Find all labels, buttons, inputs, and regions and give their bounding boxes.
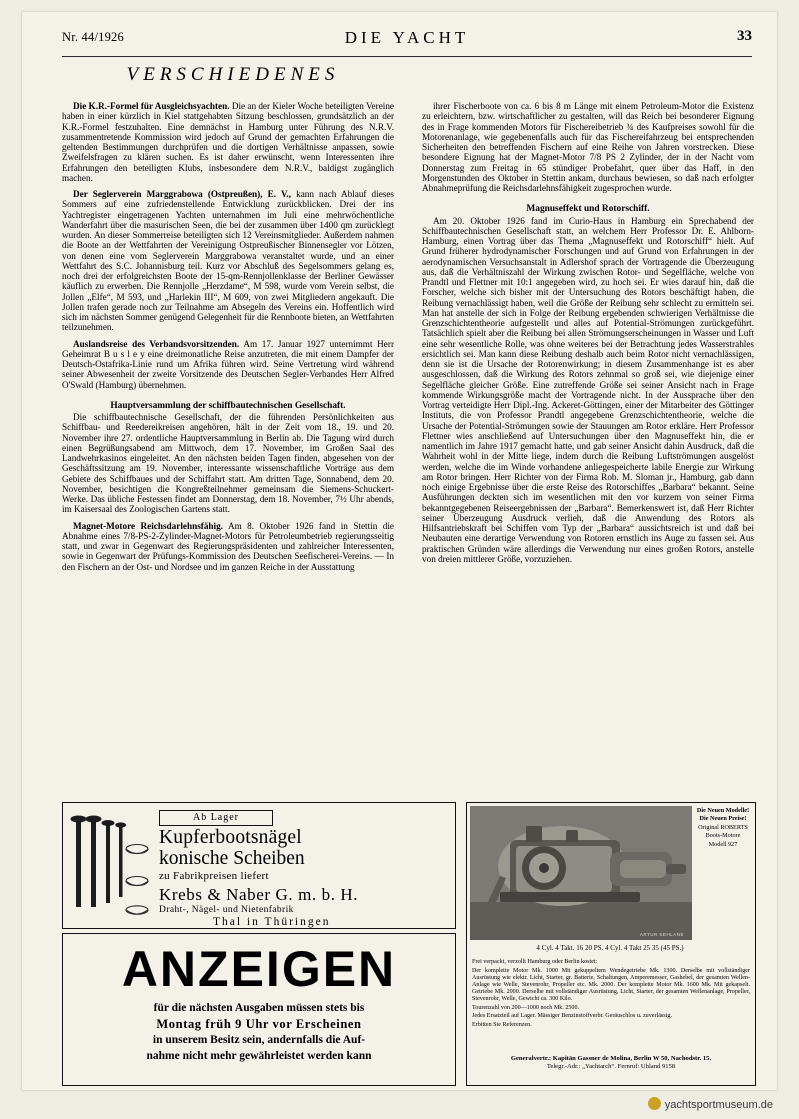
anzeigen-body (77, 1000, 441, 1064)
anzeigen-headline: ANZEIGEN (121, 941, 397, 997)
article-heading: Der Seglerverein Marggrabowa (Ostpreußen), E. V., (73, 189, 291, 199)
advertisement-zone (62, 802, 754, 1084)
motor-ad-body (472, 959, 750, 1030)
ab-lager-badge: Ab Lager (159, 810, 273, 826)
marine-engine-illustration (470, 806, 692, 940)
watermark-logo-icon (648, 1097, 661, 1110)
anzeigen-line3: in unserem Besitz sein, andernfalls die Auf- (152, 1034, 366, 1046)
motor-caption: 4 Cyl. 4 Takt. 16 20 PS. 4 Cyl. 4 Takt 25 35 (45 PS.) (536, 944, 684, 952)
general-representative (472, 1055, 750, 1071)
article-paragraph (62, 521, 394, 572)
ad-roberts-motor (466, 802, 756, 1086)
motor-photo (470, 806, 692, 940)
page-number: 33 (737, 28, 752, 44)
article-heading: Die K.R.-Formel für Ausgleichsyachten. (73, 101, 230, 111)
ad-nails-subtitle: Draht-, Nägel- und Nietenfabrik (159, 905, 294, 915)
general-rep-line2: Telegr.-Adr.: „Yachtarch“. Fernruf: Uhland 9158 (546, 1063, 676, 1070)
ad-nails-company: Krebs & Naber G. m. b. H. (159, 885, 359, 904)
anzeigen-line2: Montag früh 9 Uhr vor Erscheinen (156, 1017, 362, 1031)
page-sheet (22, 12, 777, 1090)
badge-line3: Original ROBERTS (698, 823, 748, 831)
motor-ad-line1: Frei verpackt, verzollt Hamburg oder Berlin kostet: (472, 959, 598, 965)
watermark (648, 1097, 773, 1111)
header-rule (62, 56, 752, 57)
article-paragraph (62, 101, 394, 183)
ad-nails-line3: zu Fabrikpreisen liefert (159, 870, 269, 882)
right-column (422, 96, 754, 565)
page-header (62, 30, 752, 52)
anzeigen-line1: für die nächsten Ausgaben müssen stets bis (153, 1002, 365, 1014)
left-column (62, 96, 394, 573)
article-heading: Hauptversammlung der schiffbautechnischen Gesellschaft. (110, 400, 346, 411)
article-paragraph (62, 189, 394, 333)
watermark-text: yachtsportmuseum.de (664, 1099, 773, 1111)
issue-number: Nr. 44/1926 (62, 30, 124, 44)
article-heading: Auslandsreise des Verbandsvorsitzenden. (73, 338, 240, 349)
article-body: ihrer Fischerboote von ca. 6 bis 8 m Länge mit einem Petroleum-Motor die Existenz zu erleichtern, bzw. wirtschaftlicher zu gestalten, will das Reich bei besonderer Eignung des in Frage kommenden Motors für Fischereibetrieb ¾ des Kaufpreises sowohl für die Motorenanlage, wie gegebenenfalls auch für das Fischereifahrzeug bei entsprechenden Sicherheiten den betreffenden Fischern auf eine Reihe von Jahren vorstrecken. Diese besondere Eignung hat der Magnet-Motor 7/8 PS 2 Zylinder, der in der Nacht vom Donnerstag zum Freitag in 65 stündiger Probefahrt, quer über das Haff, in den Morgenstunden des Oktober in Stettin ankam, durchaus bewiesen, so daß nach erfolgter Abnahmeprüfung die Reichsdarlehnsfähigkeit zugesprochen wurde. (422, 101, 754, 193)
article-body: Die schiffbautechnische Gesellschaft, der die führenden Persönlichkeiten aus Schiffbau- und Reedereikreisen angehören, hält in der Zeit vom 18., 19. und 20. November ihre 27. ordentliche Hauptversammlung in Berlin ab. Die Tagung wird durch einen Begrüßungsabend am Mittwoch, dem 17. November, im Großen Saal des Landwehrkasinos eingeleitet. An den nächsten beiden Tagen finden, abgesehen von der Geschäftssitzung am 19. November, interessante wissenschaftliche Vorträge aus dem Gebiete des Schiffbaues und der Schiffahrt statt. Am dritten Tage, Sonnabend, dem 20. November, besichtigen die Kongreßteilnehmer gemeinsam die Siemens-Schuckert-Werke. Das übliche Festessen findet am Donnerstag, dem 18. November, 7½ Uhr abends, im Kaisersaal des Zoologischen Gartens statt. (62, 412, 394, 515)
ad-nails-line2: konische Scheiben (159, 848, 305, 869)
badge-line5: Modell 927 (708, 840, 738, 848)
magazine-title: DIE YACHT (344, 28, 470, 47)
general-rep-line1: Generalvertr.: Kapitän Gassner de Molina, Berlin W 50, Nachodstr. 15. (510, 1055, 712, 1062)
badge-line2: Die Neuen Preise! (699, 815, 747, 823)
motor-ad-line2: Der komplette Motor Mk. 1000 Mit gekuppeltem Wendegetriebe Mk. 1300. Derselbe mit vollständiger Ausrüstung wie elektr. Licht, Starter, gr. Batterie, Schaltungen, Amperemesser, Gashebel, der gesamten Wellen-Anlage wie Welle, Stevenrohr, Propeller etc. Mk. 2000. Der komplette Motor Mk. 1600 Mk. Mit gekapselt. Getriebe Mk. 2000. Derselbe mit vollständiger Ausrüstung, Licht, Starter, der gesamten Wellenanlage, Propeller, Stevenrohr, Welle, Gewicht ca. 300 Kilo. (472, 967, 750, 1002)
motor-ad-line4: Jedes Ersatzteil auf Lager. Mässiger Benzinstoffverbr. Geräuschlos u. zuverlässig. (472, 1013, 672, 1020)
article-body: kann nach Ablauf dieses Sommers auf eine zufriedenstellende Entwicklung zurückblicken. Drei der ins Yachtregister eingetragenen Yachten unternahmen im Juli eine mehrwöchentliche Wanderfahrt über die masurischen Seen, die bei der zusammen über 1400 qm zurücklegt wurden. An dieser Sommerreise beteiligten sich 12 Vereinsmitglieder. Außerdem nahmen die Boote an der Wettfahrten der Vereinigung Ostpreußischer Binnensegler vor Lötzen, von denen eine vom Seglerverein Marggrabowa veranstaltet wurde, und an einer Wettfahrt des S.C. Johannisburg teil. Kurz vor Abschluß des Segelsommers gelang es, noch drei der erfolgreichsten Boote der 15-qm-Rennjollenklasse der Berliner Gewässer käuflich zu erwerben. Die Rennjolle „Herzdame“, M 598, wurde vom Verein selbst, die Jollen „Elfe“, M 593, und „Harlekin III“, M 609, von zwei Mitgliedern angekauft. Die Jollen trafen gerade noch zur Teilnahme am Absegeln des Vereins ein. Hoffentlich wird sich im nächsten Sommer genügend Gelegenheit für die Rennboote bieten, an Wettfahrten teilzunehmen. (62, 189, 395, 333)
ad-nails-location: Thal in Thüringen (213, 916, 331, 928)
motor-ad-line3: Tourenzahl von 200—1000 noch Mk. 2500. (472, 1004, 580, 1011)
article-body: Am 17. Januar 1927 unternimmt Herr Geheimrat B u s l e y eine dreimonatliche Reise anzutreten, die mit einem Dampfer der Deutsch-Ostafrika-Linie rund um Afrika führen wird. Seine Vertretung wird während seiner Abwesenheit der zweite Vorsitzende des Deutschen Segler-Verbandes Herr Alfred O'Swald (Hamburg) übernehmen. (62, 338, 394, 390)
article-body: Am 20. Oktober 1926 fand im Curio-Haus in Hamburg ein Sprechabend der Schiffbautechnischen Gesellschaft statt, an welchem Herr Professor Dr. E. Ahlborn-Hamburg, einen Vortrag über das Thema „Magnuseffekt und Rotorschiff“ hielt. Auf Grund früherer hydrodynamischer Forschungen und auf Grund von Erfahrungen in der aerodynamischen Versuchsanstalt in Adlershof sprach der Vortragende die Überzeugung aus, daß die Verhältniszahl der Wirkung zwischen Rotor- und Segelfläche, welche von Prandtl und Flettner mit 10:1 angegeben wird, zu hoch sei. Er wies darauf hin, daß die Forscher, welche sich bisher mit der Untersuchung des Rotors beschäftigt haben, die Reibung vernachlässigt haben, weil die Größe der Reibung sehr schlecht zu ermitteln sei. Man hat anstelle der sich in Folge der Reibung ergebenden schwierigen Verhältnisse die Grenzschichtentheorie aufgestellt und alles auf Potential-Strömungen zurückgeführt. Tatsächlich spielt aber die Reibung bei allen Strömungserscheinungen in Wasser und Luft eine sehr wesentliche Rolle, was ohne weiteres bei der Betrachtung jedes Wasserstrahles ersichtlich sei. Man kann diese Reibung deshalb auch beim Rotor nicht vernachlässigen, denn sie ist die Ursache der Rotorenwirkung; in diesem Zusammenhange ist es aber ausgeschlossen, daß die Wirkung des Rotors zehnmal so groß sei, wie diejenige einer Segelfläche gleicher Größe. Eine zutreffende Größe sei seiner Ansicht nach in Frage kommende Wirkungsgröße macht der Vortragende nicht. In der Aussprache über den Vortrag verteidigte Herr Dipl.-Ing. Ackeret-Göttingen, einer der Mitarbeiter des Göttinger Instituts, die von Professor Prandtl angegebene Grenzschichtentheorie, welche die Ursache der Potential-Strömungen sowie der Stauungen am Rotor erkläre. Herr Professor Flettner wies anschließend auf Untersuchungen über den Magnuseffekt hin, die er namentlich im Jahre 1917 gemacht hatte, und gab seiner Ansicht dahin Ausdruck, daß die Wahrheit wohl in der Mitte liege, indem durch die Reibung Luftströmungen ausgelöst werden, welche die im Winde vorhandene anliegespeicherte labile Energie zur Wirkung am Rotor bringen. Herr Richter von der Firma Rob. M. Sloman jr., Hamburg, gab dann noch einige Ergebnisse über die erste Reise des Rotorschiffes „Barbara“ bekannt. Seine Ausführungen deckten sich im wesentlichen mit den vor kurzem von seiner Firma bekanntgegebenen Reiseergebnissen der „Barbara“. Bemerkenswert ist, daß Herr Richter seiner Überzeugung Ausdruck verlieh, daß die Anwendung des Rotors als Hilfsantriebskraft bei Schiffen vom Typ der „Barbara“ aussichtsreich ist und daß bei Neubauten eine derartige Verwendung von Rotoren ernstlich ins Auge zu fassen sei. Aus praktischen Gründen wäre allerdings die Verwendung nur eines großen Rotors, anstelle von dreien mittlerer Größe, vorzuziehen. (422, 215, 754, 564)
left-ads (62, 802, 454, 1084)
ad-nails-line1: Kupferbootsnägel (159, 827, 302, 848)
article-body: Am 8. Oktober 1926 fand in Stettin die Abnahme eines 7/8-PS-2-Zylinder-Magnet-Motors für Petroleumbetrieb regierungsseitig statt, und zwar in Gegenwart des Regierungspräsidenten und zahlreicher Interessenten, sowie in Gegenwart der Prüfungs-Kommission des Deutschen Seefischerei-Vereins. — In den Fischern an der Ost- und Nordsee und im ganzen Reiche in der Ausstattung (62, 520, 394, 572)
anzeigen-line4: nahme nicht mehr gewährleistet werden kann (146, 1050, 372, 1062)
badge-line1: Die Neuen Modelle! (696, 807, 750, 814)
badge-line4: Boots-Motore (705, 832, 741, 840)
ad-anzeigen-notice (62, 933, 456, 1086)
section-heading: VERSCHIEDENES (126, 64, 340, 85)
svg-text:ARTUR KEHLANE: ARTUR KEHLANE (639, 932, 684, 937)
nails-illustration (67, 807, 153, 923)
ad-copper-nails (62, 802, 456, 929)
new-models-badge (695, 807, 751, 867)
article-body: Die an der Kieler Woche beteiligten Vereine haben in einer kürzlich in Kiel stattgehabten Sitzung beschlossen, grundsätzlich an der K.R.-Formel festzuhalten. Eine demnächst in Hamburg unter Führung des N.R.V. zusammentretende Kommission wird jedoch auf Grund der gemachten Erfahrungen die geltenden Bestimmungen durchprüfen und die dortigen Verhältnisse anpassen, sowie Zweifelsfragen zu klären suchen. Es ist daher erwünscht, wenn Interessenten ihre Erfahrungen den beteiligten Klubs, insbesondere dem N.R.V., baldigst zugänglich machen. (62, 101, 394, 183)
motor-ad-line5: Erbitten Sie Referenzen. (472, 1021, 532, 1028)
article-heading: Magnuseffekt und Rotorschiff. (526, 204, 650, 215)
article-heading: Magnet-Motore Reichsdarlehnsfähig. (73, 520, 223, 531)
article-paragraph (62, 339, 394, 390)
